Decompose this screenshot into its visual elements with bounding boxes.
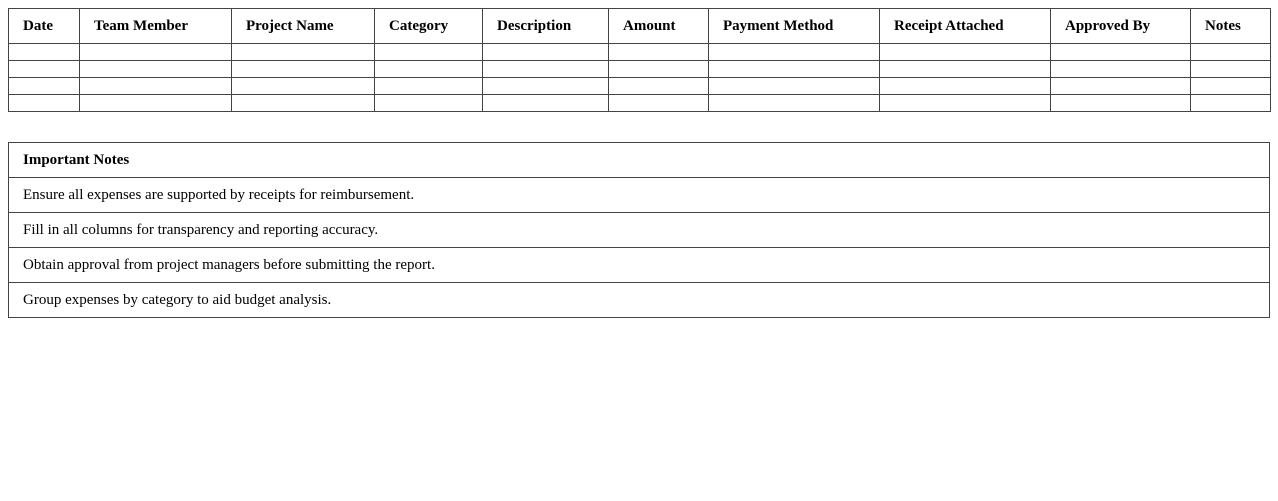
- table-cell[interactable]: [1191, 78, 1271, 95]
- table-cell[interactable]: [880, 44, 1051, 61]
- column-header-receipt-attached: Receipt Attached: [880, 9, 1051, 44]
- table-cell[interactable]: [709, 44, 880, 61]
- table-cell[interactable]: [9, 61, 80, 78]
- table-cell[interactable]: [609, 95, 709, 112]
- note-row: [9, 213, 1270, 248]
- column-header-team-member: Team Member: [80, 9, 232, 44]
- table-cell[interactable]: [1191, 44, 1271, 61]
- table-cell[interactable]: [483, 78, 609, 95]
- notes-header-row: [9, 143, 1270, 178]
- table-cell[interactable]: [9, 44, 80, 61]
- table-cell[interactable]: [609, 61, 709, 78]
- table-cell[interactable]: [375, 44, 483, 61]
- table-cell[interactable]: [880, 95, 1051, 112]
- table-cell[interactable]: [709, 95, 880, 112]
- column-header-amount: Amount: [609, 9, 709, 44]
- expense-table: [8, 8, 1271, 112]
- table-cell[interactable]: [9, 95, 80, 112]
- table-cell[interactable]: [880, 78, 1051, 95]
- important-notes-table: [8, 142, 1270, 318]
- column-header-category: Category: [375, 9, 483, 44]
- table-cell[interactable]: [709, 78, 880, 95]
- table-header-row: [9, 9, 1271, 44]
- table-cell[interactable]: [80, 61, 232, 78]
- table-cell[interactable]: [609, 78, 709, 95]
- notes-title: Important Notes: [9, 143, 1270, 178]
- note-item: Group expenses by category to aid budget analysis.: [9, 283, 1270, 318]
- column-header-notes: Notes: [1191, 9, 1271, 44]
- table-cell[interactable]: [483, 95, 609, 112]
- table-row: [9, 78, 1271, 95]
- table-cell[interactable]: [80, 44, 232, 61]
- table-cell[interactable]: [1191, 61, 1271, 78]
- column-header-payment-method: Payment Method: [709, 9, 880, 44]
- table-cell[interactable]: [1051, 61, 1191, 78]
- table-cell[interactable]: [880, 61, 1051, 78]
- table-cell[interactable]: [1051, 44, 1191, 61]
- table-cell[interactable]: [1051, 95, 1191, 112]
- note-row: [9, 283, 1270, 318]
- table-row: [9, 61, 1271, 78]
- table-cell[interactable]: [80, 78, 232, 95]
- table-cell[interactable]: [483, 61, 609, 78]
- table-cell[interactable]: [9, 78, 80, 95]
- table-cell[interactable]: [375, 78, 483, 95]
- table-cell[interactable]: [80, 95, 232, 112]
- table-cell[interactable]: [375, 95, 483, 112]
- table-row: [9, 44, 1271, 61]
- note-row: [9, 178, 1270, 213]
- table-row: [9, 95, 1271, 112]
- column-header-date: Date: [9, 9, 80, 44]
- column-header-description: Description: [483, 9, 609, 44]
- table-cell[interactable]: [232, 78, 375, 95]
- table-cell[interactable]: [375, 61, 483, 78]
- table-cell[interactable]: [709, 61, 880, 78]
- table-cell[interactable]: [232, 44, 375, 61]
- table-cell[interactable]: [483, 44, 609, 61]
- table-cell[interactable]: [1051, 78, 1191, 95]
- note-row: [9, 248, 1270, 283]
- column-header-approved-by: Approved By: [1051, 9, 1191, 44]
- table-cell[interactable]: [1191, 95, 1271, 112]
- note-item: Fill in all columns for transparency and reporting accuracy.: [9, 213, 1270, 248]
- note-item: Obtain approval from project managers before submitting the report.: [9, 248, 1270, 283]
- table-cell[interactable]: [232, 61, 375, 78]
- note-item: Ensure all expenses are supported by receipts for reimbursement.: [9, 178, 1270, 213]
- column-header-project-name: Project Name: [232, 9, 375, 44]
- table-cell[interactable]: [232, 95, 375, 112]
- table-cell[interactable]: [609, 44, 709, 61]
